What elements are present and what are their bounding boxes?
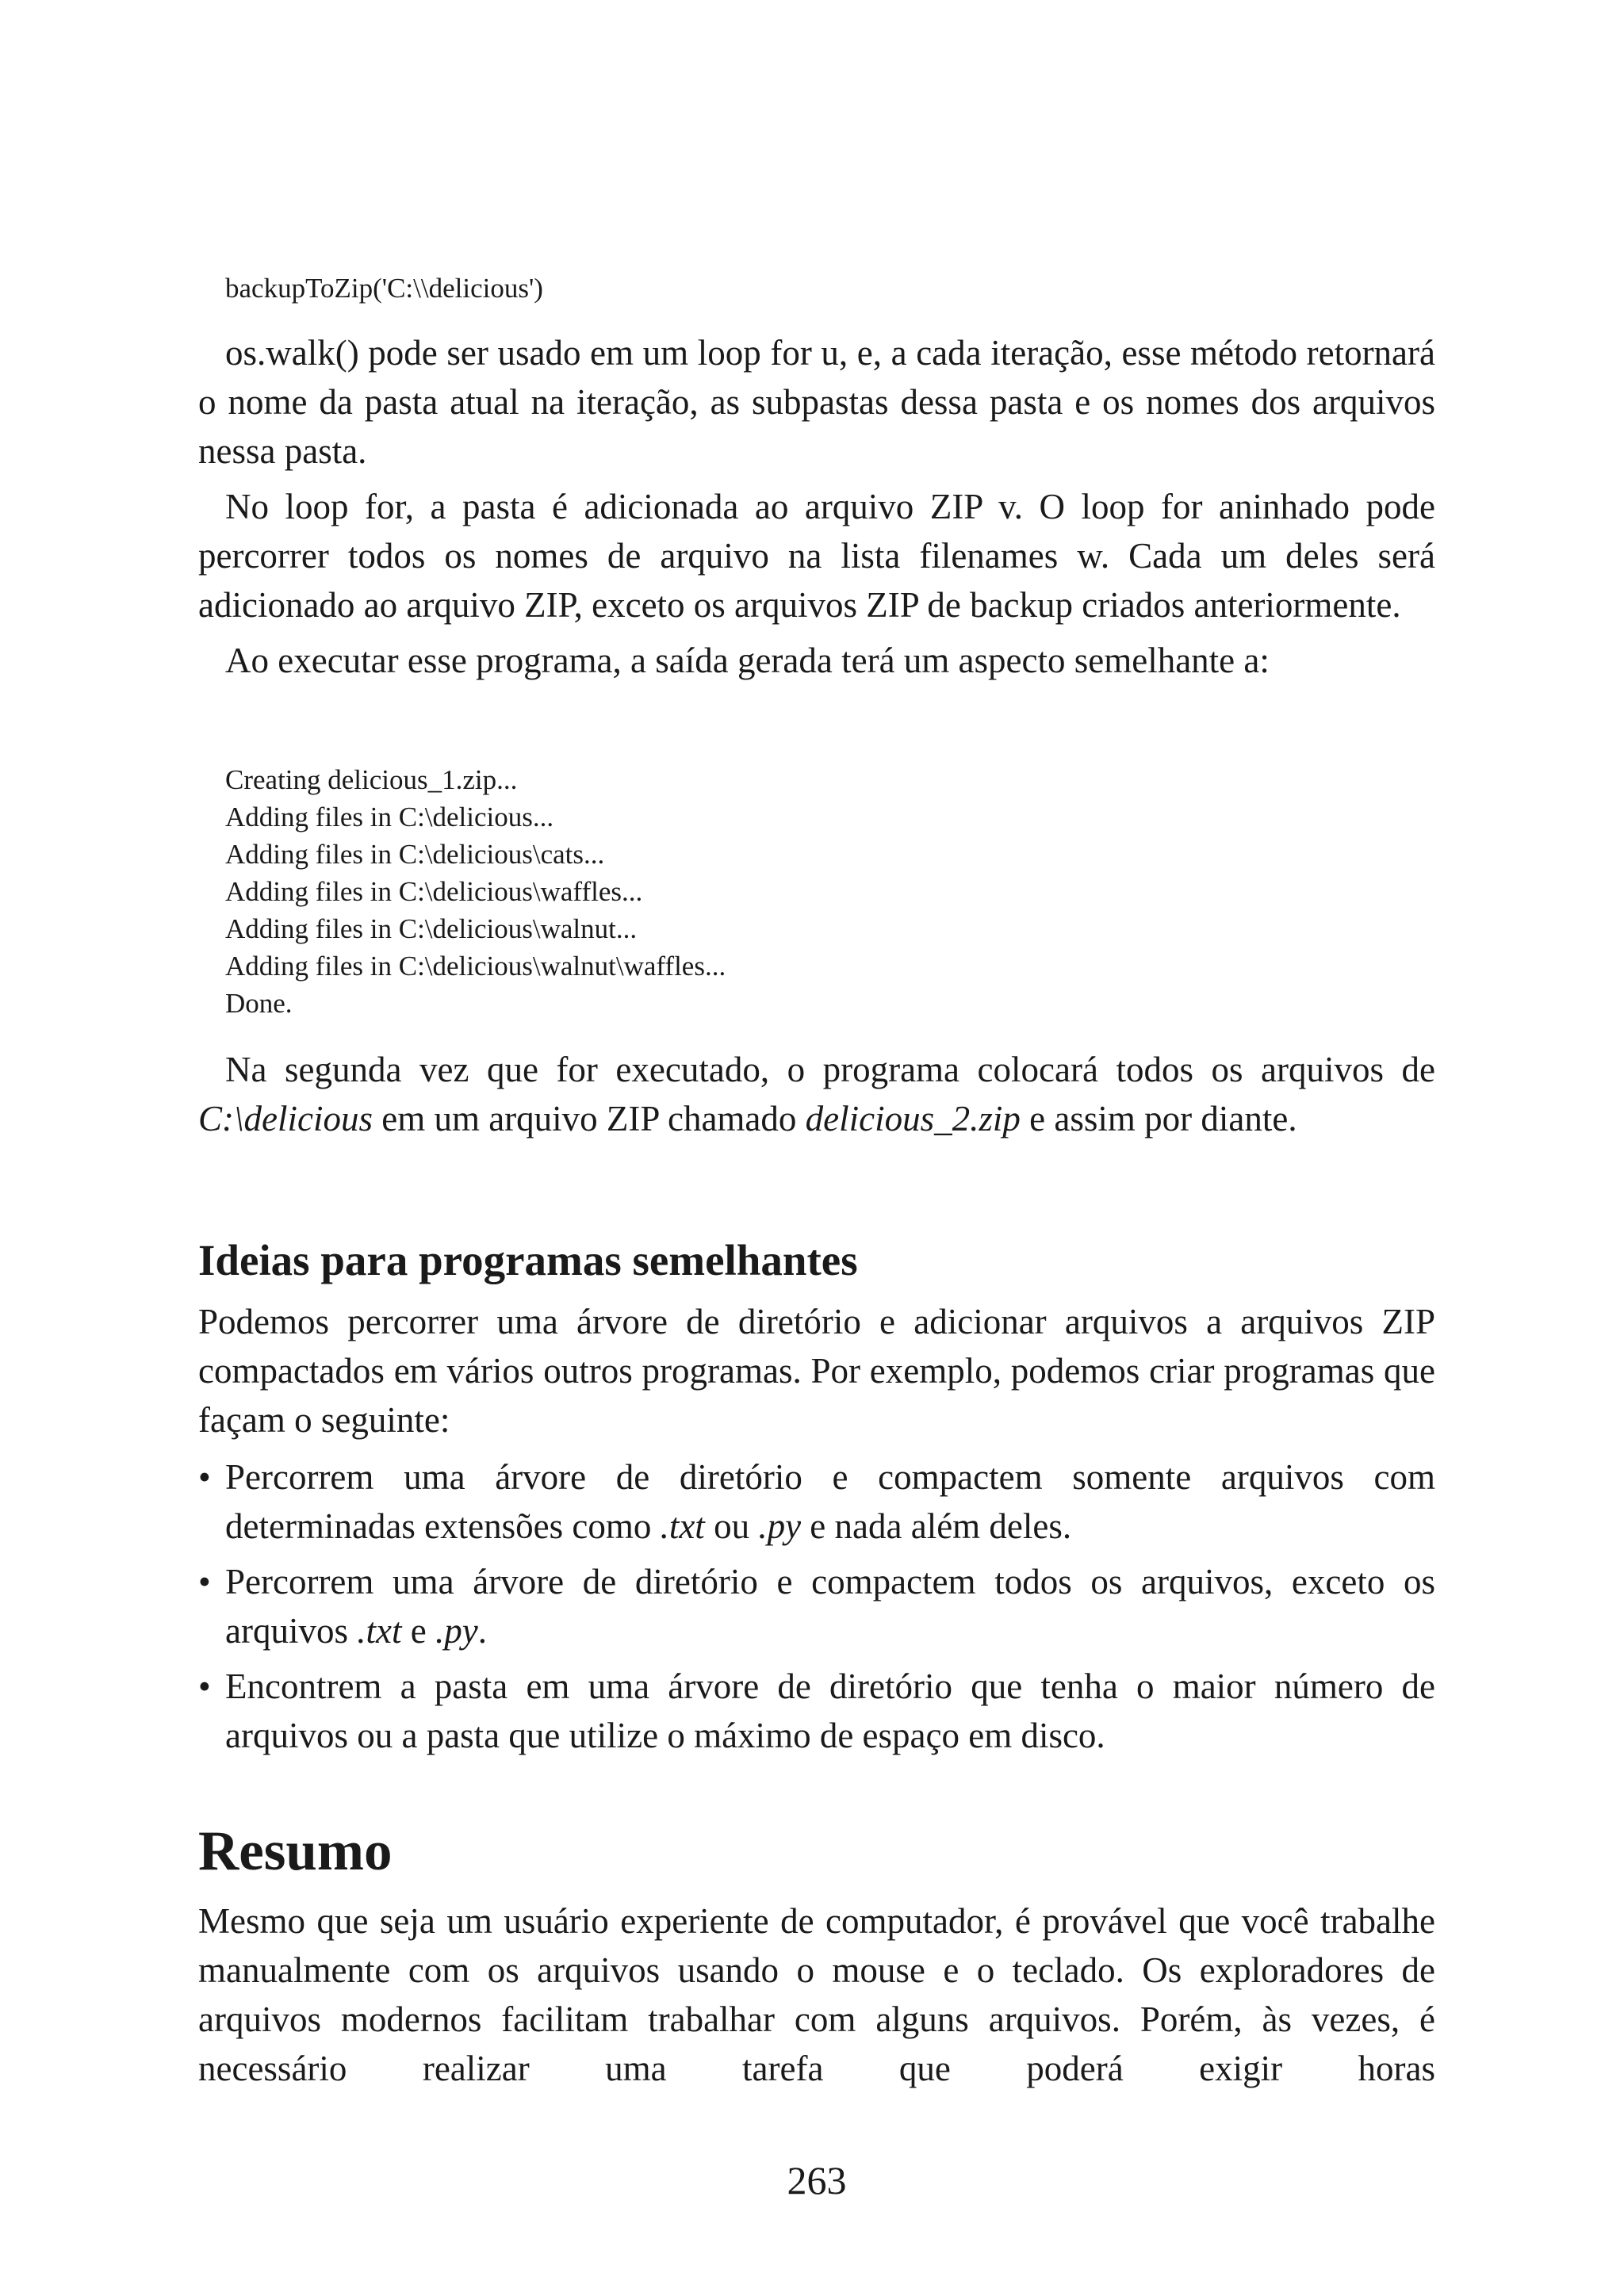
body-text-block: [198, 328, 1435, 691]
output-line: Adding files in C:\delicious\waffles...: [225, 876, 643, 907]
extension-italic: .txt: [357, 1611, 402, 1651]
book-page: [198, 0, 1435, 2296]
extension-italic: .py: [758, 1506, 802, 1546]
paragraph-second-run: [198, 1045, 1435, 1143]
list-item: [198, 1662, 1435, 1760]
paragraph-resumo: Mesmo que seja um usuário experiente de computador, é provável que você trabalhe manualmente com os arquivos usando o mouse e o teclado. Os exploradores de arquivos modernos facilitam trabalhar com alguns arquivos. Porém, às vezes, é necessário realizar uma tarefa que poderá exigir horas: [198, 1901, 1435, 2088]
zip-name-italic: delicious_2.zip: [805, 1099, 1021, 1138]
text-run: em um arquivo ZIP chamado: [372, 1099, 806, 1138]
paragraph-ideas: Podemos percorrer uma árvore de diretório e adicionar arquivos a arquivos ZIP compactados em vários outros programas. Por exemplo, podemos criar programas que façam o seguinte:: [198, 1302, 1435, 1440]
bullet-icon: •: [198, 1457, 211, 1497]
output-line: Creating delicious_1.zip...: [225, 764, 518, 795]
paragraph-os-walk: os.walk() pode ser usado em um loop for u, e, a cada iteração, esse método retornará o nome da pasta atual na iteração, as subpastas dessa pasta e os nomes dos arquivos nessa pasta.: [198, 333, 1435, 471]
output-line: Adding files in C:\delicious\walnut\waffles...: [225, 951, 726, 982]
extension-italic: .txt: [660, 1506, 705, 1546]
output-line: Adding files in C:\delicious\walnut...: [225, 913, 638, 944]
text-run: Percorrem uma árvore de diretório e compactem todos os arquivos, exceto os arquivos: [225, 1562, 1435, 1651]
body-text-block: [198, 1297, 1435, 1766]
text-run: e: [401, 1611, 435, 1651]
path-italic: C:\delicious: [198, 1099, 373, 1138]
list-item: [198, 1452, 1435, 1551]
ideas-list: [198, 1452, 1435, 1760]
list-item: [198, 1557, 1435, 1655]
body-text-block: [198, 1896, 1435, 2093]
bullet-icon: •: [198, 1562, 211, 1601]
text-run: Encontrem a pasta em uma árvore de diretório que tenha o maior número de arquivos ou a pasta que utilize o máximo de espaço em disco.: [225, 1667, 1435, 1755]
output-line: Adding files in C:\delicious...: [225, 802, 554, 832]
text-run: Na segunda vez que for executado, o programa colocará todos os arquivos de: [225, 1050, 1435, 1089]
output-line: Adding files in C:\delicious\cats...: [225, 839, 605, 870]
body-text-block: [198, 1045, 1435, 1143]
extension-italic: .py: [435, 1611, 478, 1651]
text-run: ou: [704, 1506, 759, 1546]
paragraph-execution: Ao executar esse programa, a saída gerada terá um aspecto semelhante a:: [225, 641, 1270, 680]
text-run: .: [477, 1611, 487, 1651]
chapter-heading-resumo: Resumo: [198, 1820, 393, 1882]
output-line: Done.: [225, 988, 293, 1019]
code-call: backupToZip('C:\\delicious'): [225, 273, 543, 304]
paragraph-loop: No loop for, a pasta é adicionada ao arquivo ZIP v. O loop for aninhado pode percorrer todos os nomes de arquivo na lista filenames w. Cada um deles será adicionado ao arquivo ZIP, exceto os arquivos ZIP de backup criados anteriormente.: [198, 487, 1435, 625]
program-output: [198, 761, 726, 1022]
text-run: e nada além deles.: [801, 1506, 1072, 1546]
text-run: Percorrem uma árvore de diretório e compactem somente arquivos com determinadas extensões como: [225, 1457, 1435, 1546]
text-run: e assim por diante.: [1020, 1099, 1297, 1138]
bullet-icon: •: [198, 1667, 211, 1706]
section-heading-ideas: Ideias para programas semelhantes: [198, 1236, 858, 1284]
page-number: 263: [787, 2158, 847, 2202]
